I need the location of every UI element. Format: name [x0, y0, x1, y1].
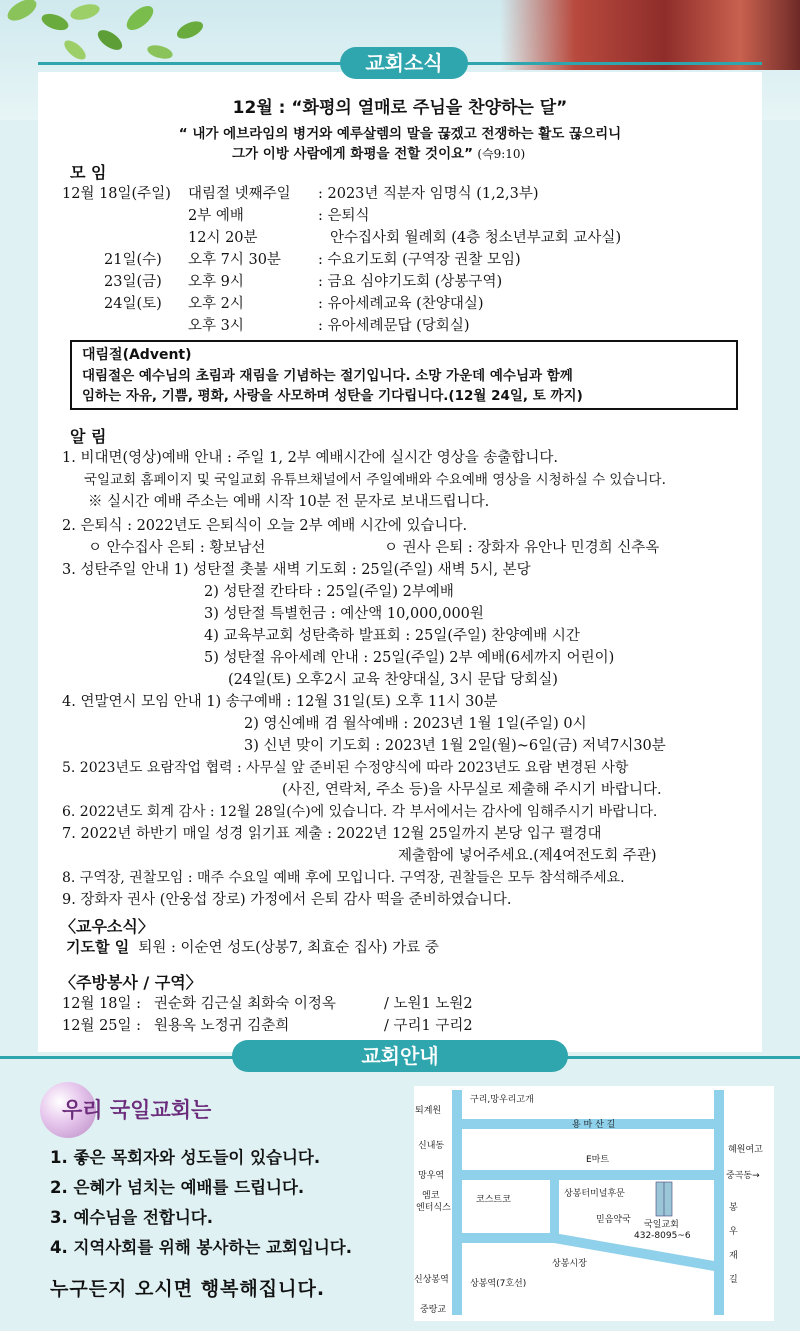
meeting-date: 12월 18일(주일) — [62, 186, 171, 202]
notice-line: ㅇ 안수집사 은퇴 : 황보남선 — [88, 540, 266, 556]
kitchen-names: 권순화 김근실 최화숙 이정옥 — [154, 996, 336, 1012]
guide-item: 4. 지역사회를 위해 봉사하는 교회입니다. — [50, 1238, 353, 1257]
notice-line: 제출함에 넣어주세요.(제4여전도회 주관) — [398, 848, 657, 864]
meeting-time: 12시 20분 — [188, 230, 258, 246]
verse-reference: (슥9:10) — [477, 147, 526, 161]
kitchen-heading: 〈주방봉사 / 구역〉 — [60, 973, 202, 992]
meeting-time: 2부 예배 — [188, 208, 244, 224]
notice-line: 1. 비대면(영상)예배 안내 : 주일 1, 2부 예배시간에 실시간 영상을 송출합니다. — [62, 450, 558, 466]
meeting-date: 21일(수) — [104, 252, 162, 268]
map-label-terminal: 상봉터미널후문 — [564, 1189, 625, 1199]
advent-line-1: 대림절은 예수님의 초림과 재림을 기념하는 절기입니다. 소망 가운데 예수님과 함께 — [82, 368, 573, 384]
map-label-mangu: 망우역 — [418, 1171, 445, 1181]
meeting-date: 24일(토) — [104, 296, 162, 312]
verse-line-2: 그가 이방 사람에게 화평을 전할 것이요” (슥9:10) — [232, 146, 526, 162]
notice-line: 7. 2022년 하반기 매일 성경 읽기표 제출 : 2022년 12월 25일까지 본당 입구 펼경대 — [62, 826, 602, 842]
church-news-pill: 교회소식 — [340, 47, 468, 79]
meeting-date: 23일(금) — [104, 274, 162, 290]
kitchen-names: 원용옥 노정귀 김춘희 — [154, 1018, 290, 1034]
notice-line: 5) 성탄절 유아세례 안내 : 25일(주일) 2부 예배(6세까지 어린이) — [204, 650, 615, 666]
notice-line: ㅇ 권사 은퇴 : 장화자 유안나 민경희 신추옥 — [384, 540, 660, 556]
meeting-time: 오후 2시 — [188, 296, 244, 312]
map-label-junggok: 중곡동→ — [726, 1171, 760, 1181]
map-label-pharmacy: 믿음약국 — [596, 1215, 631, 1225]
kitchen-district: / 구리1 구리2 — [384, 1018, 473, 1034]
meeting-desc: : 금요 심야기도회 (상봉구역) — [318, 274, 503, 290]
notice-line: 6. 2022년도 회계 감사 : 12월 28일(수)에 있습니다. 각 부서에서는 감사에 임해주시기 바랍니다. — [62, 804, 658, 820]
advent-line-2: 임하는 자유, 기쁨, 평화, 사랑을 사모하며 성탄을 기다립니다.(12월 24일, 토 까지) — [82, 388, 583, 404]
guide-item: 3. 예수님을 전합니다. — [50, 1208, 214, 1227]
map-label-toegyewon: 퇴계원 — [415, 1106, 442, 1116]
map-label-bongu-3: 재 — [729, 1251, 738, 1261]
meeting-desc: : 2023년 직분자 임명식 (1,2,3부) — [318, 186, 539, 202]
map-label-north: 구리,망우리고개 — [470, 1095, 534, 1105]
map-label-phone: 432-8095~6 — [634, 1231, 691, 1241]
notices-heading: 알 림 — [70, 427, 107, 446]
notice-line: (사진, 연락처, 주소 등)을 사무실로 제출해 주시기 바랍니다. — [282, 782, 662, 798]
verse-line-1: “ 내가 에브라임의 병거와 예루살렘의 말을 끊겠고 전쟁하는 활도 끊으리니 — [178, 126, 622, 142]
map-label-sinnae: 신내동 — [418, 1141, 445, 1151]
map-label-emart: E마트 — [586, 1155, 610, 1165]
location-map — [414, 1086, 774, 1321]
meeting-desc: : 유아세례교육 (찬양대실) — [318, 296, 484, 312]
map-label-emcos: 엠코 — [422, 1191, 440, 1201]
notice-line: 5. 2023년도 요람작업 협력 : 사무실 앞 준비된 수정양식에 따라 2023년도 요람 변경된 사항 — [62, 760, 629, 776]
map-label-bongu: 봉 — [729, 1203, 738, 1213]
kitchen-date: 12월 18일 : — [62, 996, 142, 1012]
notice-line: (24일(토) 오후2시 교육 찬양대실, 3시 문답 당회실) — [228, 672, 558, 688]
meeting-desc: 안수집사회 월례회 (4층 청소년부교회 교사실) — [330, 230, 622, 246]
meeting-time: 오후 7시 30분 — [188, 252, 281, 268]
meeting-desc: : 은퇴식 — [318, 208, 370, 224]
meeting-time: 오후 9시 — [188, 274, 244, 290]
notice-line: 9. 장화자 권사 (안웅섭 장로) 가정에서 은퇴 감사 떡을 준비하였습니다. — [62, 892, 512, 908]
member-news-heading: 〈교우소식〉 — [60, 917, 154, 936]
advent-title: 대림절(Advent) — [82, 347, 192, 363]
map-label-sangbong: 상봉역(7호선) — [470, 1279, 527, 1289]
meeting-time: 대림절 넷째주일 — [188, 186, 291, 202]
map-label-costco: 코스트코 — [476, 1195, 511, 1205]
map-road-mid — [550, 1170, 559, 1240]
map-road-junggok — [452, 1170, 724, 1180]
map-label-church: 국일교회 — [644, 1220, 679, 1230]
notice-line: 8. 구역장, 권찰모임 : 매주 수요일 예배 후에 모입니다. 구역장, 권찰들은 모두 참석해주세요. — [62, 870, 625, 886]
meetings-heading: 모 임 — [70, 163, 107, 182]
map-label-sinsangbong: 신상봉역 — [414, 1275, 449, 1285]
notice-line: 2. 은퇴식 : 2022년도 은퇴식이 오늘 2부 예배 시간에 있습니다. — [62, 518, 468, 534]
map-label-bongu-4: 길 — [729, 1275, 738, 1285]
notice-line: 4) 교육부교회 성탄축하 발표회 : 25일(주일) 찬양예배 시간 — [204, 628, 580, 644]
kitchen-date: 12월 25일 : — [62, 1018, 142, 1034]
guide-item: 1. 좋은 목회자와 성도들이 있습니다. — [50, 1148, 321, 1167]
notice-line: 국일교회 홈페이지 및 국일교회 유튜브채널에서 주일예배와 수요예배 영상을 시청하실 수 있습니다. — [84, 472, 666, 488]
notice-line: 3. 성탄주일 안내 1) 성탄절 촛불 새벽 기도회 : 25일(주일) 새벽 5시, 본당 — [62, 562, 531, 578]
notice-line: 2) 영신예배 겸 월삭예배 : 2023년 1월 1일(주일) 0시 — [244, 716, 587, 732]
meeting-time: 오후 3시 — [188, 318, 244, 334]
notice-line: 3) 성탄절 특별헌금 : 예산액 10,000,000원 — [204, 606, 484, 622]
kitchen-district: / 노원1 노원2 — [384, 996, 473, 1012]
meeting-desc: : 유아세례문답 (당회실) — [318, 318, 470, 334]
map-label-hyewon: 혜원여고 — [728, 1145, 763, 1155]
map-label-emcos2: 엔터식스 — [416, 1203, 451, 1213]
church-guide-pill: 교회안내 — [232, 1040, 568, 1072]
guide-slogan: 누구든지 오시면 행복해집니다. — [50, 1278, 326, 1300]
prayer-label: 기도할 일 — [66, 938, 130, 956]
notice-line: 3) 신년 맞이 기도회 : 2023년 1월 2일(월)~6일(금) 저녁7시30분 — [244, 738, 666, 754]
guide-item: 2. 은혜가 넘치는 예배를 드립니다. — [50, 1178, 305, 1197]
prayer-text: 퇴원 : 이순연 성도(상봉7, 최효순 집사) 가료 중 — [138, 940, 439, 956]
map-label-bongu-2: 우 — [729, 1227, 738, 1237]
notice-line: 2) 성탄절 칸타타 : 25일(주일) 2부예배 — [204, 584, 454, 600]
map-label-market: 상봉시장 — [552, 1259, 587, 1269]
month-title: 12월 : “화평의 열매로 주님을 찬양하는 달” — [232, 98, 568, 118]
prayer-request — [66, 937, 439, 958]
guide-title: 우리 국일교회는 — [62, 1098, 212, 1122]
map-label-yongmasan: 용 마 산 길 — [572, 1120, 616, 1130]
choir-photo — [500, 0, 800, 70]
notice-line: 4. 연말연시 모임 안내 1) 송구예배 : 12월 31일(토) 오후 11시 30분 — [62, 694, 498, 710]
notice-line: ※ 실시간 예배 주소는 예배 시작 10분 전 문자로 보내드립니다. — [88, 494, 490, 510]
meeting-desc: : 수요기도회 (구역장 권찰 모임) — [318, 252, 521, 268]
map-label-jungnang: 중랑교 — [420, 1305, 447, 1315]
